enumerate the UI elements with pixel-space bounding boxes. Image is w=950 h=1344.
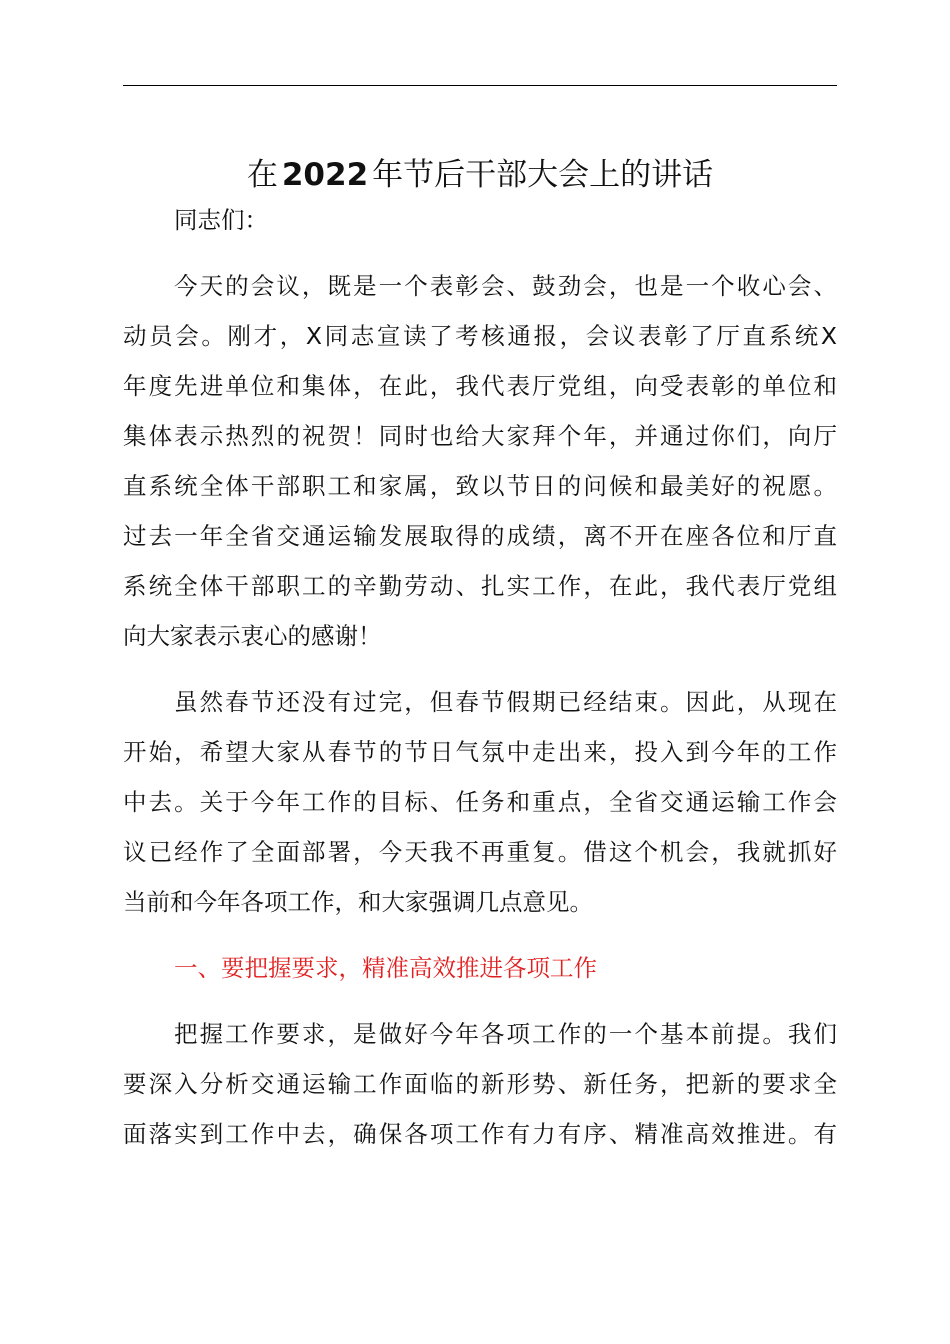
section-heading: 一、要把握要求，精准高效推进各项工作 (174, 954, 597, 982)
paragraph-gap (123, 993, 837, 1009)
paragraph-line: 议已经作了全面部署，今天我不再重复。借这个机会，我就抓好 (123, 838, 837, 866)
title-prefix: 在 (246, 157, 278, 193)
paragraph-gap (123, 661, 837, 677)
paragraph-line: 中去。关于今年工作的目标、任务和重点，全省交通运输工作会 (123, 788, 837, 816)
paragraph-line: 面落实到工作中去，确保各项工作有力有序、精准高效推进。有 (123, 1120, 837, 1148)
header-rule (123, 85, 837, 86)
paragraph-gap (123, 927, 837, 943)
paragraph-line: 过去一年全省交通运输发展取得的成绩，离不开在座各位和厅直 (123, 522, 837, 550)
paragraph-3 (123, 1009, 837, 1159)
paragraph-line: 系统全体干部职工的辛勤劳动、扎实工作，在此，我代表厅党组 (123, 572, 837, 600)
paragraph-line: 开始，希望大家从春节的节日气氛中走出来，投入到今年的工作 (123, 738, 837, 766)
paragraph-line: 把握工作要求，是做好今年各项工作的一个基本前提。我们 (174, 1020, 837, 1048)
paragraph-line: 年度先进单位和集体，在此，我代表厅党组，向受表彰的单位和 (123, 372, 837, 400)
paragraph-line: 直系统全体干部职工和家属，致以节日的问候和最美好的祝愿。 (123, 472, 837, 500)
paragraph-line: 虽然春节还没有过完，但春节假期已经结束。因此，从现在 (174, 688, 837, 716)
paragraph-line: 要深入分析交通运输工作面临的新形势、新任务，把新的要求全 (123, 1070, 837, 1098)
paragraph-2 (123, 677, 837, 927)
document-body (123, 195, 837, 1159)
paragraph-line: 当前和今年各项工作，和大家强调几点意见。 (123, 888, 593, 916)
title-year: 2022 (281, 157, 369, 193)
paragraph-line: 集体表示热烈的祝贺！同时也给大家拜个年，并通过你们，向厅 (123, 422, 837, 450)
paragraph-1 (123, 261, 837, 661)
paragraph-line: 向大家表示衷心的感谢！ (123, 622, 382, 650)
salutation: 同志们： (174, 206, 268, 234)
document-title (123, 150, 837, 200)
paragraph-line: 动员会。刚才，X同志宣读了考核通报，会议表彰了厅直系统X (123, 322, 837, 350)
paragraph-line: 今天的会议，既是一个表彰会、鼓劲会，也是一个收心会、 (174, 272, 837, 300)
title-suffix: 年节后干部大会上的讲话 (372, 157, 714, 193)
paragraph-gap (123, 245, 837, 261)
